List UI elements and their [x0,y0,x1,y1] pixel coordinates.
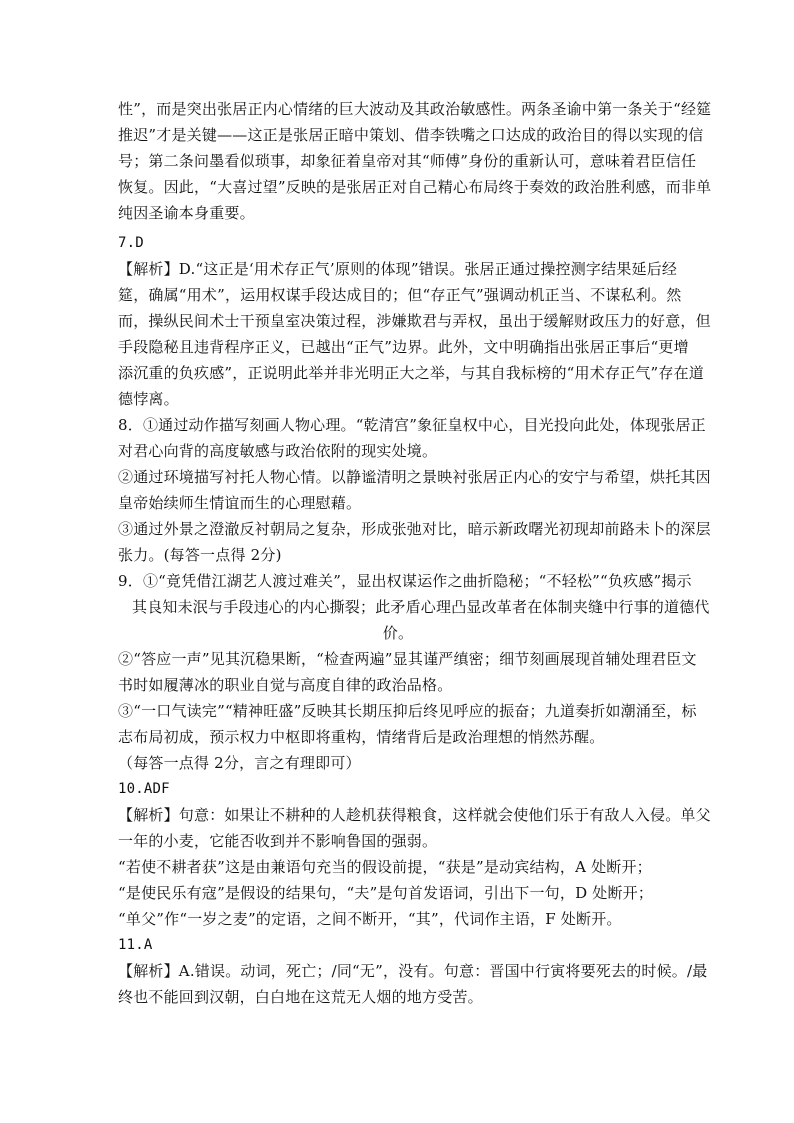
text-line: 推迟”才是关键——这正是张居正暗中策划、借李铁嘴之口达成的政治目的得以实现的信 [118,126,704,144]
text-line: “单父”作“一岁之麦”的定语，之间不断开，“其”，代词作主语，F 处断开。 [118,910,622,928]
text-line: 终也不能回到汉朝，白白地在这荒无人烟的地方受苦。 [118,988,483,1006]
text-line: ②“答应一声”见其沉稳果断，“检查两遍”显其谨严缜密；细节刻画展现首辅处理君臣文 [118,650,697,668]
text-line: 其良知未泯与手段违心的内心撕裂；此矛盾心理凸显改革者在体制夹缝中行事的道德代 [132,598,710,616]
text-line: ②通过环境描写衬托人物心情。以静谧清明之景映衬张居正内心的安宁与希望，烘托其因 [118,468,711,486]
text-line: 张力。(每答一点得 2分) [118,546,282,564]
text-line: 价。 [382,624,414,642]
text-line: 恢复。因此，“大喜过望”反映的是张居正对自己精心布局终于奏效的政治胜利感，而非单 [118,178,712,196]
question-number-11: 11.A [118,937,153,953]
text-line: 手段隐秘且违背程序正义，已越出“正气”边界。此外，文中明确指出张居正事后“更增 [118,338,689,356]
question-number-10: 10.ADF [118,781,170,797]
question-number-9: 9．①“竟凭借江湖艺人渡过难关”，显出权谋运作之曲折隐秘；“不轻松”“负疚感”揭示 [118,572,692,590]
question-number-8: 8．①通过动作描写刻画人物心理。“乾清宫”象征皇权中心，目光投向此处，体现张居正 [118,416,706,434]
text-line: （每答一点得 2分，言之有理即可） [118,754,361,772]
text-line: 性”，而是突出张居正内心情绪的巨大波动及其政治敏感性。两条圣谕中第一条关于“经筵 [118,100,712,118]
text-line: 【解析】句意：如果让不耕种的人趁机获得粮食，这样就会使他们乐于有敌人入侵。单父 [118,806,711,824]
text-line: 筵，确属“用术”，运用权谋手段达成目的；但“存正气”强调动机正当、不谋私利。然 [118,286,682,304]
text-line: 皇帝始续师生情谊而生的心理慰藉。 [118,494,362,512]
text-line: ③通过外景之澄澈反衬朝局之复杂，形成张弛对比，暗示新政曙光初现却前路未卜的深层 [118,520,711,538]
question-number-7: 7.D [118,235,144,251]
text-line: “若使不耕者获”这是由兼语句充当的假设前提，“获是”是动宾结构，A 处断开； [118,858,652,876]
text-line: 【解析】D.“这正是‘用术存正气’原则的体现”错误。张居正通过操控测字结果延后经 [118,260,678,278]
text-line: 对君心向背的高度敏感与政治依附的现实处境。 [118,442,438,460]
answer-document [118,96,712,1010]
text-line: 【解析】A.错误。动词，死亡；/同“无”，没有。句意：晋国中行寅将要死去的时候。/最 [118,962,708,980]
text-line: 纯因圣谕本身重要。 [118,204,255,222]
text-line: 添沉重的负疚感”，正说明此举并非光明正大之举，与其自我标榜的“用术存正气”存在道 [118,364,705,382]
text-line: 志布局初成，预示权力中枢即将重构，情绪背后是政治理想的悄然苏醒。 [118,728,605,746]
text-line: 号；第二条问墨看似琐事，却象征着皇帝对其“师傅”身份的重新认可，意味着君臣信任 [118,152,697,170]
text-line: 而，操纵民间术士干预皇室决策过程，涉嫌欺君与弄权，虽出于缓解财政压力的好意，但 [118,312,711,330]
text-line: “是使民乐有寇”是假设的结果句，“夫”是句首发语词，引出下一句，D 处断开； [118,884,654,902]
text-line: 一年的小麦，它能否收到并不影响鲁国的强弱。 [118,832,438,850]
text-line: 书时如履薄冰的职业自觉与高度自律的政治品格。 [118,676,453,694]
text-line: 德悖离。 [118,390,179,408]
text-line: ③“一口气读完”“精神旺盛”反映其长期压抑后终见呼应的振奋；九道奏折如潮涌至，标 [118,702,697,720]
